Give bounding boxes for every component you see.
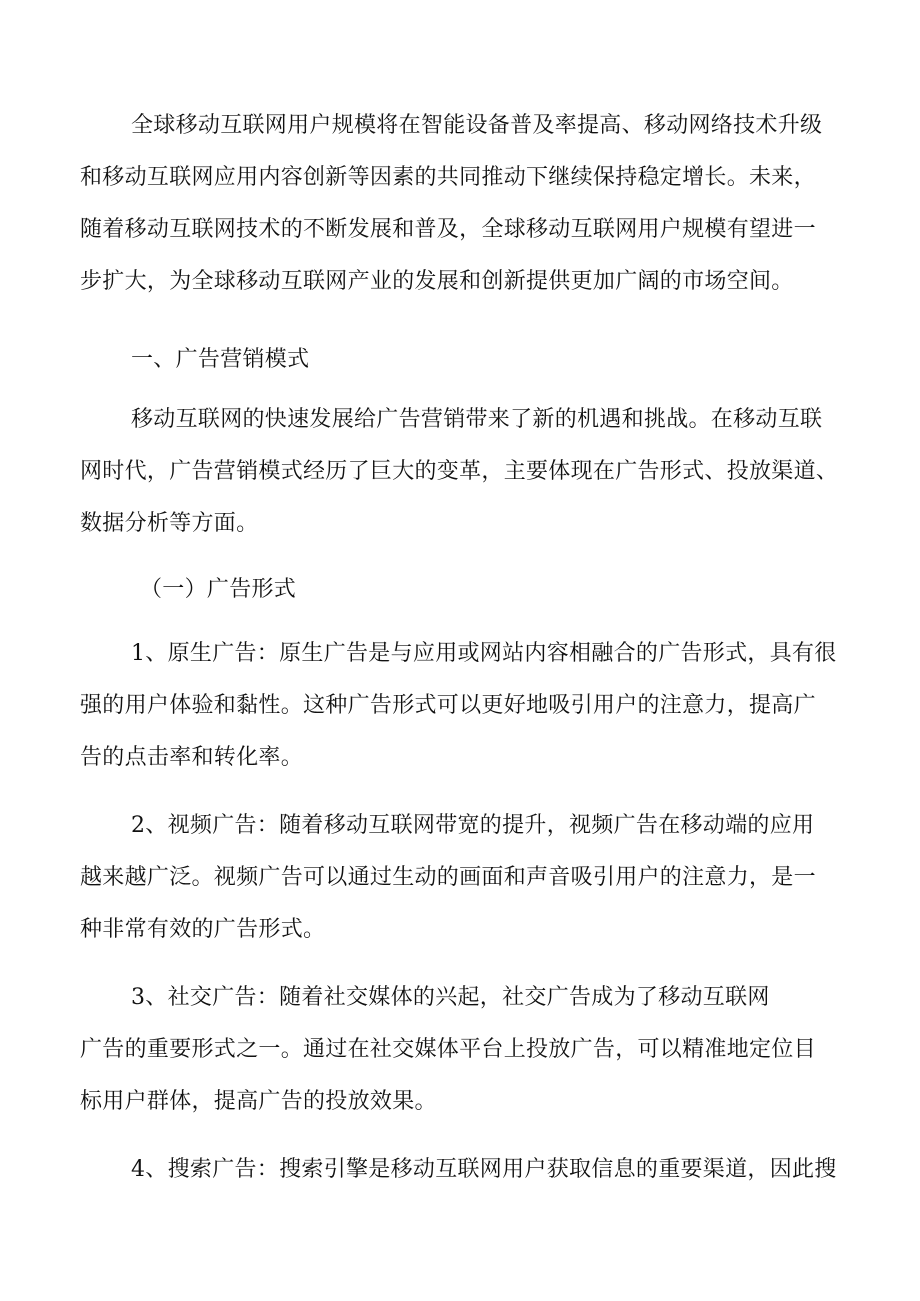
text-line: 告的点击率和转化率。 [80, 745, 304, 770]
text-line: 越来越广泛。视频广告可以通过生动的画面和声音吸引用户的注意力，是一 [80, 865, 816, 890]
text-line: 强的用户体验和黏性。这种广告形式可以更好地吸引用户的注意力，提高广 [80, 693, 816, 718]
text-line: 4、搜索广告：搜索引擎是移动互联网用户获取信息的重要渠道，因此搜 [131, 1157, 837, 1182]
text-line: 移动互联网的快速发展给广告营销带来了新的机遇和挑战。在移动互联 [131, 407, 823, 432]
paragraph-social-ads [80, 972, 840, 1128]
paragraph-native-ads [80, 628, 840, 784]
text-line: 2、视频广告：随着移动互联网带宽的提升，视频广告在移动端的应用 [131, 813, 815, 838]
subsection-heading-ad-forms: （一）广告形式 [140, 577, 297, 602]
text-line: 标用户群体，提高广告的投放效果。 [80, 1089, 437, 1114]
paragraph-ad-intro [80, 394, 840, 550]
text-line: 随着移动互联网技术的不断发展和普及，全球移动互联网用户规模有望进一 [80, 217, 816, 242]
text-line: 和移动互联网应用内容创新等因素的共同推动下继续保持稳定增长。未来， [80, 165, 816, 190]
text-line: 1、原生广告：原生广告是与应用或网站内容相融合的广告形式，具有很 [131, 641, 837, 666]
text-line: 全球移动互联网用户规模将在智能设备普及率提高、移动网络技术升级 [131, 113, 823, 138]
text-line: 步扩大，为全球移动互联网产业的发展和创新提供更加广阔的市场空间。 [80, 269, 794, 294]
text-line: 网时代，广告营销模式经历了巨大的变革，主要体现在广告形式、投放渠道、 [80, 459, 839, 484]
paragraph-video-ads [80, 800, 840, 956]
text-line: 种非常有效的广告形式。 [80, 917, 326, 942]
section-heading-ad-marketing: 一、广告营销模式 [131, 347, 310, 372]
text-line: 广告的重要形式之一。通过在社交媒体平台上投放广告，可以精准地定位目 [80, 1037, 816, 1062]
paragraph-search-ads [80, 1144, 840, 1196]
text-line: 3、社交广告：随着社交媒体的兴起，社交广告成为了移动互联网 [131, 985, 770, 1010]
text-line: 数据分析等方面。 [80, 511, 259, 536]
paragraph-user-scale [80, 100, 840, 308]
